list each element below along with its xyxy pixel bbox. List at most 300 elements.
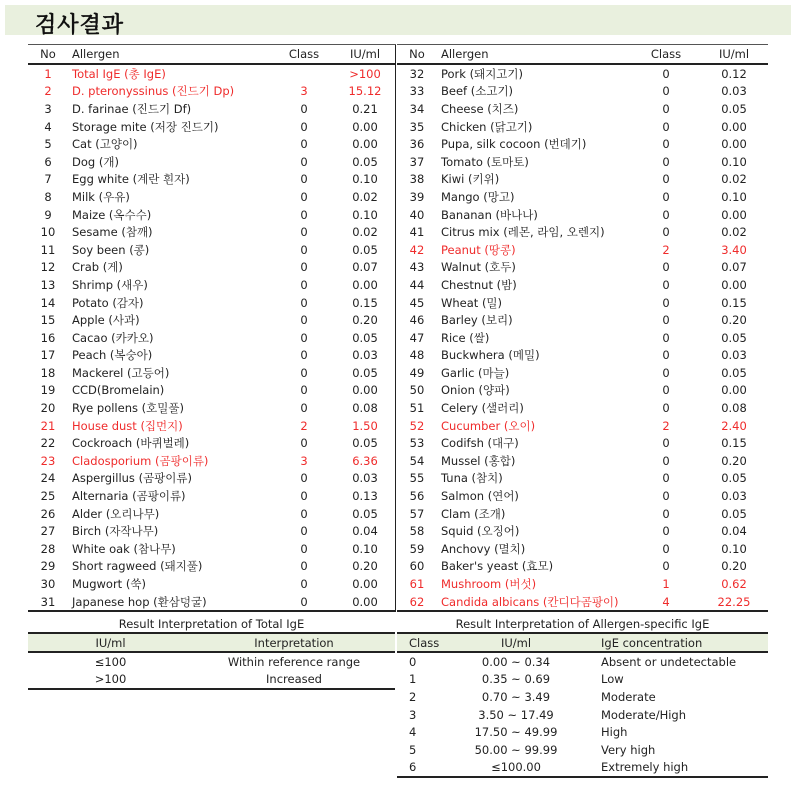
row-class: 0 [300,471,308,486]
row-no: 44 [409,277,425,292]
row-class: 0 [662,524,670,539]
row-iu: 0.04 [721,524,747,539]
row-class: 0 [662,489,670,504]
row-allergen: Cacao (카카오) [72,330,154,345]
row-allergen: Birch (자작나무) [72,524,159,539]
table-header-row [397,45,768,65]
row-no: 38 [409,172,425,187]
row-iu: 0.02 [352,189,378,204]
row-allergen: Buckwhera (메밀) [441,348,540,363]
row-allergen: Mushroom (버섯) [441,577,537,592]
row-iu: 0.21 [352,101,378,116]
results-body-right [397,64,768,611]
row-class: 3 [300,84,308,99]
table-row [397,329,768,347]
row-allergen: Tuna (참치) [441,471,503,486]
row-allergen: Celery (샐러리) [441,401,524,416]
row-no: 61 [409,577,425,592]
table-row [28,118,396,136]
table-row [28,417,396,435]
table-row [397,558,768,576]
row-allergen: Kiwi (키위) [441,172,500,187]
row-no: 1 [44,66,52,81]
specific-ige-class: 6 [409,760,417,775]
row-class: 0 [662,313,670,328]
table-row [28,311,396,329]
row-no: 36 [409,137,425,152]
row-iu: 0.10 [721,541,747,556]
specific-ige-iu: 0.35 ~ 0.69 [481,672,551,687]
row-class: 0 [300,189,308,204]
col-iu-header: IU/ml [349,47,381,61]
row-no: 34 [409,101,425,116]
row-iu: 0.02 [352,225,378,240]
row-no: 10 [40,225,56,240]
row-iu: >100 [349,66,381,81]
table-row [397,382,768,400]
row-allergen: Apple (사과) [72,313,140,328]
row-allergen: Anchovy (멸치) [441,541,526,556]
row-iu: 3.40 [721,242,747,257]
specific-ige-row [397,688,768,706]
table-row [397,276,768,294]
row-allergen: Shrimp (새우) [72,277,148,292]
row-iu: 0.62 [721,577,747,592]
specific-ige-caption: Result Interpretation of Allergen-specific IgE [455,617,710,631]
row-iu: 15.12 [348,84,382,99]
row-no: 58 [409,524,425,539]
row-class: 0 [300,365,308,380]
row-no: 62 [409,594,425,609]
table-row [397,540,768,558]
table-row [397,188,768,206]
table-row [28,171,396,189]
row-no: 5 [44,137,52,152]
row-iu: 0.15 [352,295,378,310]
total-ige-body [28,652,395,689]
row-class: 2 [662,242,670,257]
row-no: 13 [40,277,56,292]
row-iu: 0.00 [352,137,378,152]
table-row [28,364,396,382]
row-iu: 2.40 [721,418,747,433]
row-no: 19 [40,383,56,398]
row-iu: 0.05 [352,365,378,380]
row-class: 0 [300,137,308,152]
row-no: 55 [409,471,425,486]
row-allergen: Crab (게) [72,260,123,275]
row-allergen: Maize (옥수수) [72,207,152,222]
row-iu: 0.10 [721,154,747,169]
row-class: 0 [662,66,670,81]
row-iu: 0.00 [352,277,378,292]
results-table-right [397,44,768,612]
row-class: 0 [300,172,308,187]
specific-ige-conc: High [601,725,628,740]
specific-ige-conc-header: IgE concentration [601,635,703,650]
row-no: 32 [409,66,425,81]
specific-ige-conc: Extremely high [601,760,689,775]
row-class: 0 [300,383,308,398]
row-class: 0 [662,154,670,169]
specific-ige-row [397,759,768,778]
row-class: 0 [662,453,670,468]
row-no: 6 [44,154,52,169]
row-no: 37 [409,154,425,169]
specific-ige-iu: 3.50 ~ 17.49 [478,707,554,722]
total-ige-interp: Increased [266,672,322,687]
row-no: 24 [40,471,56,486]
results-body-left [28,64,396,611]
table-row [397,470,768,488]
row-class: 0 [300,277,308,292]
row-class: 0 [662,295,670,310]
row-allergen: Peanut (땅콩) [441,242,516,257]
total-ige-caption: Result Interpretation of Total IgE [118,617,305,631]
row-iu: 1.50 [352,418,378,433]
row-class: 0 [662,506,670,521]
table-row [397,434,768,452]
table-row [28,505,396,523]
row-class: 0 [300,541,308,556]
row-class: 0 [300,330,308,345]
table-row [397,311,768,329]
row-iu: 0.03 [721,348,747,363]
row-class: 3 [300,453,308,468]
row-iu: 0.03 [352,471,378,486]
row-allergen: Citrus mix (레몬, 라임, 오렌지) [441,225,605,240]
row-class [273,64,335,83]
row-class: 0 [300,225,308,240]
row-class: 0 [300,295,308,310]
row-iu: 0.05 [352,330,378,345]
row-no: 3 [44,101,52,116]
row-allergen: Tomato (토마토) [441,154,529,169]
row-no: 21 [40,418,56,433]
col-allergen-header: Allergen [441,47,489,61]
table-row [397,118,768,136]
row-class: 0 [662,365,670,380]
row-allergen: Cucumber (오이) [441,418,536,433]
row-no: 43 [409,260,425,275]
row-class: 0 [662,260,670,275]
total-ige-header-row [28,633,395,652]
total-ige-iu: >100 [94,672,127,687]
row-no: 31 [40,594,56,609]
row-no: 60 [409,559,425,574]
row-iu: 0.10 [352,541,378,556]
specific-ige-class: 3 [409,707,417,722]
specific-ige-iu: 0.00 ~ 0.34 [481,654,551,669]
row-iu: 0.00 [352,577,378,592]
row-no: 40 [409,207,425,222]
row-allergen: Wheat (밀) [441,295,503,310]
table-row [28,575,396,593]
row-allergen: Milk (우유) [72,189,130,204]
total-ige-row [28,671,395,690]
table-row [397,505,768,523]
row-iu: 0.00 [721,383,747,398]
row-allergen: Salmon (연어) [441,489,519,504]
table-row [28,276,396,294]
table-row [397,100,768,118]
table-row [28,135,396,153]
table-header-row [28,45,396,65]
row-iu: 0.20 [721,453,747,468]
row-iu: 0.02 [721,172,747,187]
specific-ige-iu-header: IU/ml [500,635,532,650]
row-class: 0 [662,137,670,152]
table-row [28,223,396,241]
row-allergen: Chicken (닭고기) [441,119,533,134]
specific-ige-conc: Very high [601,742,656,757]
specific-ige-conc: Absent or undetectable [601,654,737,669]
row-no: 33 [409,84,425,99]
row-allergen: Walnut (호두) [441,260,516,275]
row-no: 14 [40,295,56,310]
row-no: 39 [409,189,425,204]
table-row [28,399,396,417]
row-no: 28 [40,541,56,556]
total-ige-interpretation [28,616,395,690]
row-no: 57 [409,506,425,521]
table-row [397,64,768,83]
row-iu: 0.05 [352,436,378,451]
row-iu: 0.05 [721,365,747,380]
row-iu: 0.13 [352,489,378,504]
total-ige-interp-header: Interpretation [254,635,334,650]
row-iu: 0.20 [352,559,378,574]
table-row [28,347,396,365]
row-no: 2 [44,84,52,99]
specific-ige-iu: ≤100.00 [491,760,541,775]
row-class: 0 [300,559,308,574]
row-no: 25 [40,489,56,504]
row-iu: 0.10 [352,172,378,187]
row-allergen: Pork (돼지고기) [441,66,524,81]
row-class: 0 [662,84,670,99]
page-title: 검사결과 [35,13,125,38]
row-no: 54 [409,453,425,468]
table-row [28,487,396,505]
row-allergen: Total IgE (총 IgE) [72,66,166,81]
col-no-header: No [40,47,56,61]
row-class: 0 [662,559,670,574]
row-iu: 0.10 [721,189,747,204]
row-allergen: Dog (개) [72,154,119,169]
row-no: 59 [409,541,425,556]
table-row [397,241,768,259]
row-allergen: Barley (보리) [441,313,513,328]
title-band [5,5,791,38]
row-no: 27 [40,524,56,539]
row-no: 26 [40,506,56,521]
table-row [28,452,396,470]
row-no: 12 [40,260,56,275]
row-class: 0 [300,594,308,609]
row-iu: 0.05 [721,506,747,521]
row-allergen: Clam (조개) [441,506,506,521]
table-row [397,153,768,171]
row-no: 30 [40,577,56,592]
row-allergen: Cheese (치즈) [441,101,519,116]
row-allergen: Sesame (참깨) [72,225,153,240]
row-class: 0 [662,119,670,134]
row-no: 48 [409,348,425,363]
row-class: 0 [662,348,670,363]
row-no: 52 [409,418,425,433]
table-row [397,135,768,153]
table-row [397,364,768,382]
table-row [397,593,768,612]
row-iu: 0.00 [721,137,747,152]
row-class: 0 [300,101,308,116]
row-class: 0 [300,489,308,504]
row-iu: 0.00 [721,207,747,222]
row-allergen: Peach (복숭아) [72,348,153,363]
row-class: 0 [662,330,670,345]
row-no: 16 [40,330,56,345]
table-row [28,241,396,259]
row-allergen: Mugwort (쑥) [72,577,146,592]
specific-ige-iu: 0.70 ~ 3.49 [481,689,551,704]
row-allergen: Pupa, silk cocoon (번데기) [441,137,587,152]
row-iu: 0.07 [352,260,378,275]
row-no: 9 [44,207,52,222]
specific-ige-class: 5 [409,742,417,757]
row-no: 41 [409,225,425,240]
row-class: 0 [662,101,670,116]
table-row [397,206,768,224]
row-no: 29 [40,559,56,574]
col-class-header: Class [288,47,320,61]
row-iu: 0.20 [352,313,378,328]
row-allergen: Baker's yeast (효모) [441,559,554,574]
row-allergen: Candida albicans (칸디다곰팡이) [441,594,619,609]
row-allergen: Soy been (콩) [72,242,150,257]
row-iu: 0.00 [352,383,378,398]
row-no: 18 [40,365,56,380]
row-class: 0 [300,577,308,592]
row-class: 0 [662,383,670,398]
specific-ige-row [397,741,768,759]
row-class: 1 [662,577,670,592]
row-allergen: Codifsh (대구) [441,436,519,451]
row-no: 20 [40,401,56,416]
results-table-left [28,44,396,612]
specific-ige-interpretation [397,616,768,778]
row-iu: 0.20 [721,313,747,328]
row-allergen: Cockroach (바퀴벌레) [72,436,190,451]
row-iu: 0.05 [721,330,747,345]
row-class: 0 [300,524,308,539]
row-no: 8 [44,189,52,204]
row-iu: 0.05 [352,242,378,257]
table-row [28,329,396,347]
row-allergen: Short ragweed (돼지풀) [72,559,203,574]
row-no: 42 [409,242,425,257]
row-no: 15 [40,313,56,328]
row-iu: 0.02 [721,225,747,240]
row-allergen: Chestnut (밤) [441,277,517,292]
table-row [28,83,396,101]
table-row [397,223,768,241]
table-row [28,64,396,83]
row-allergen: Storage mite (저장 진드기) [72,119,219,134]
row-class: 0 [300,119,308,134]
col-iu-header: IU/ml [718,47,750,61]
table-row [28,153,396,171]
table-row [28,382,396,400]
row-allergen: Egg white (계란 흰자) [72,172,190,187]
table-row [397,294,768,312]
row-iu: 0.03 [721,489,747,504]
specific-ige-table [397,616,768,778]
row-no: 47 [409,330,425,345]
row-allergen: Rice (쌀) [441,330,490,345]
table-row [397,347,768,365]
row-class: 0 [300,401,308,416]
specific-ige-iu: 17.50 ~ 49.99 [474,725,558,740]
row-iu: 0.00 [352,119,378,134]
row-class: 0 [300,207,308,222]
col-allergen-header: Allergen [72,47,120,61]
row-allergen: D. farinae (진드기 Df) [72,101,192,116]
row-iu: 0.03 [352,348,378,363]
row-iu: 22.25 [717,594,751,609]
row-allergen: Beef (소고기) [441,84,514,99]
row-class: 0 [662,189,670,204]
row-iu: 0.04 [352,524,378,539]
table-row [28,593,396,612]
total-ige-iu: ≤100 [94,654,127,669]
specific-ige-class: 0 [409,654,417,669]
row-class: 0 [300,348,308,363]
table-row [397,417,768,435]
table-row [397,83,768,101]
row-class: 0 [662,436,670,451]
row-no: 56 [409,489,425,504]
row-allergen: Cladosporium (곰팡이류) [72,453,209,468]
row-allergen: Garlic (마늘) [441,365,510,380]
row-iu: 0.10 [352,207,378,222]
row-allergen: Potato (감자) [72,295,144,310]
specific-ige-class-header: Class [409,635,440,650]
row-iu: 0.05 [352,506,378,521]
row-no: 46 [409,313,425,328]
total-ige-table [28,616,395,690]
specific-ige-row [397,723,768,741]
row-no: 7 [44,172,52,187]
specific-ige-conc: Low [601,672,624,687]
row-class: 0 [300,154,308,169]
row-allergen: Onion (양파) [441,383,510,398]
table-row [397,399,768,417]
row-class: 0 [300,313,308,328]
table-row [28,206,396,224]
table-row [28,294,396,312]
row-allergen: Mussel (홍합) [441,453,516,468]
table-row [397,522,768,540]
specific-ige-class: 1 [409,672,417,687]
row-no: 4 [44,119,52,134]
row-allergen: CCD(Bromelain) [72,383,165,398]
row-no: 49 [409,365,425,380]
row-allergen: Aspergillus (곰팡이류) [72,471,192,486]
row-no: 45 [409,295,425,310]
specific-ige-class: 4 [409,725,417,740]
row-class: 0 [662,541,670,556]
